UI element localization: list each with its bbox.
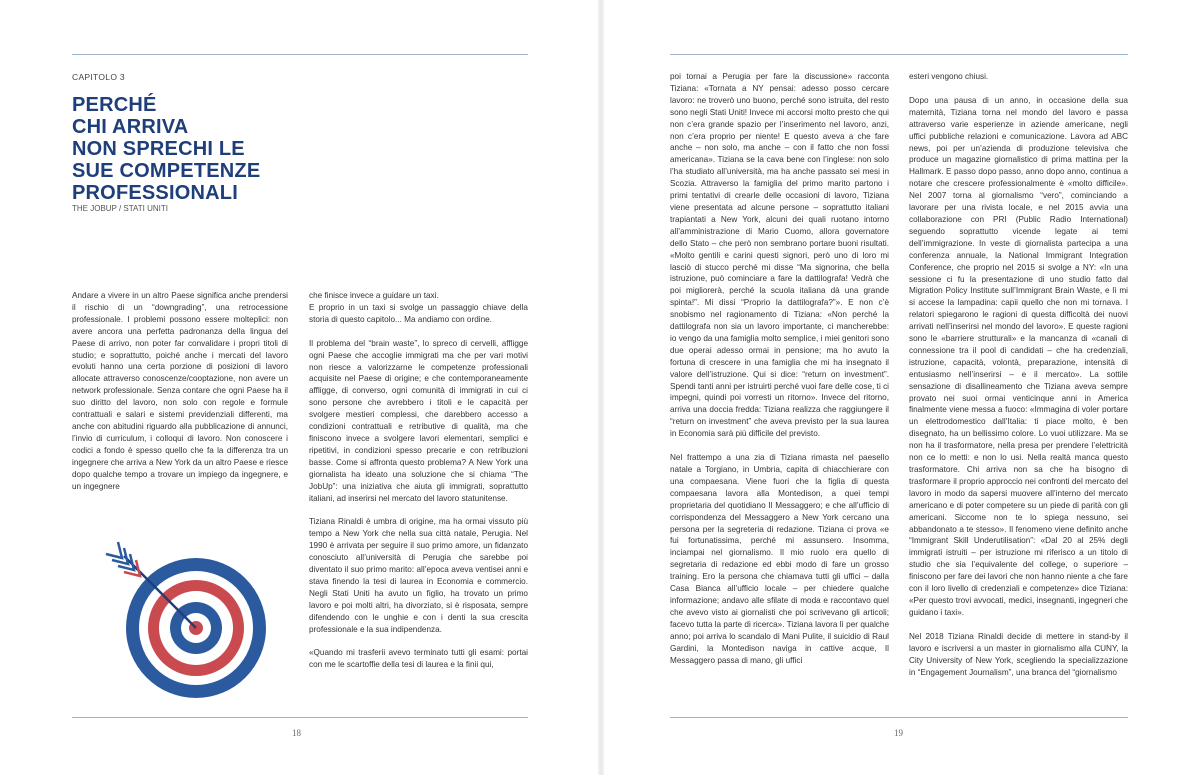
text-column-2 [309, 290, 528, 705]
text-column-1 [72, 290, 288, 504]
chapter-title [72, 94, 302, 204]
paragraph: Il problema del “brain waste”, lo spreco di cervelli, affligge ogni Paese che accoglie immigrati ma che per vari motivi non riesce a valorizzarne le competenze professionali acquisite nel Paese di origine; e che contemporaneamente affligge, di converso, ogni comunità di immigrati in cui ci sono persone che avrebbero i titoli e le capacità per svolgere mestieri complessi, che darebbero accesso a condizioni contrattuali e retributive di qualità, ma che finiscono invece a svolgere lavori elementari, semplici e ripetitivi, in condizioni spesso precarie e con retribuzioni basse. Come si affronta questo problema? A New York una giornalista ha ideato una soluzione che si chiama “The JobUp”: una iniziativa che aiuta gli immigrati, soprattutto italiani, ad inserirsi nel mercato del lavoro statunitense. [309, 338, 528, 503]
paragraph: Dopo una pausa di un anno, in occasione della sua maternità, Tiziana torna nel mondo del lavoro e passa attraverso varie esperienze in aziende americane, negli uffici pubbliche relazioni e comunicazione. Lavora ad ABC news, poi per un’azienda di produzione televisiva che produce un magazine giornalistico di prima mattina per la Hallmark. E passo dopo passo, anno dopo anno, continua a notare che crescere professionalmente è «molto difficile». Nel 2007 torna al giornalismo “vero”, cominciando a lavorare per una rivista locale, e nel 2015 avvia una collaborazione con PRI (Public Radio International) seguendo soprattutto vicende legate ai temi dell’immigrazione. In veste di giornalista partecipa a una conferenza annuale, la National Immigrant Integration Conference, che proprio nel 2015 si svolge a NY: «In una sessione ci fu la presentazione di uno studio fatto dal Migration Policy Institute sull’Immigrant Brain Waste, e lì mi si accese la lampadina: capii quello che non mi tornava. I relatori spiegarono le ragioni di questa difficoltà dei nuovi arrivati nell’inserirsi nel mondo del lavoro». E queste ragioni sono le «barriere strutturali» e la mancanza di «canali di connessione tra il pool di candidati – che ha credenziali, istruzione, capacità, volontà, preparazione, intensità di entusiasmo nell’inserirsi – e il mercato». La sottile sensazione di disallineamento che Tiziana aveva sempre provato nei suoi ormai venticinque anni in America finalmente viene messa a fuoco: «Immagina di voler portare un elettrodomestico dall’Italia: ti piace molto, è ben disegnato, ha un bellissimo colore. Lo vuoi utilizzare. Ma se non ha il trasformatore, nella presa per prendere l’elettricità non ce lo metti: e non lo usi. Nella realtà manca questo trasformatore. Chi arriva non sa che ha bisogno di trasformare il proprio approccio nei confronti del mercato del lavoro in modo da sapersi muovere all’interno del mercato americano e di poter competere su un piede di parità con gli americani. Siccome non te lo spiega nessuno, sei abbandonato a te stesso». Il fenomeno viene definito anche “Immigrant Skill Underutilisation”: «Dal 20 al 25% degli immigrati istruiti – per istruzione mi riferisco a un titolo di studio che sia l’equivalente del college, o superiore – finiscono per fare dei lavori che non hanno niente a che fare con il loro livello di credenziali e competenze» dice Tiziana: «Per questo trovi avvocati, medici, insegnanti, ingegneri che guidano i taxi». [909, 95, 1128, 617]
title-line: NON SPRECHI LE [72, 138, 245, 160]
top-rule-left [72, 54, 528, 55]
chapter-label: CAPITOLO 3 [72, 72, 125, 82]
paragraph: Tiziana Rinaldi è umbra di origine, ma ha ormai vissuto più tempo a New York che nella sua città natale, Perugia. Nel 1990 è arrivata per seguire il suo primo amore, un fidanzato conosciuto all’università di Perugia che sarebbe poi diventato il suo primo marito: all’epoca aveva ventisei anni e stava finendo la tesi di laurea in Economia e commercio. Negli Stati Uniti ha avuto un figlio, ha trovato un primo lavoro e poi molti altri, ha divorziato, si è risposata, sempre difendendo con le unghie e con i denti la sua crescita professionale e la sua indipendenza. [309, 517, 528, 634]
bottom-rule-right [670, 717, 1128, 718]
text-column-4 [909, 71, 1128, 713]
text-column-3 [670, 71, 889, 713]
chapter-subtitle: THE JOBUP / STATI UNITI [72, 204, 169, 213]
paragraph: Nel frattempo a una zia di Tiziana rimasta nel paesello natale a Torgiano, in Umbria, capita di chiacchierare con una compaesana. Viene fuori che la figlia di questa compaesana lavora alla Montedison, a quei tempi proprietaria del quotidiano Il Messaggero; e che all’ufficio di corrispondenza del Messaggero a New York cercano una persona per la segreteria di redazione. Tiziana ci prova «e fui fortunatissima, perché mi assunsero. Insomma, inciampai nel giornalismo. Il mio ruolo era quello di segretaria di redazione ed ebbi modo di fare un grosso training. Ero la persona che chiamava tutti gli uffici – dalla Casa Bianca all’ufficio locale – per chiedere qualche informazione; andavo alle sfilate di moda e raccontavo quel che avevo visto ai giornalisti che poi scrivevano gli articoli; facevo tutta la parte di ricerca». Tiziana lavora lì per qualche anno; poi arriva lo scandalo di Mani Pulite, il suicidio di Raul Gardini, la Montedison naviga in cattive acque, Il Messaggero passa di mano, gli uffici [670, 453, 889, 665]
top-rule-right [670, 54, 1128, 55]
paragraph: Nel 2018 Tiziana Rinaldi decide di mettere in stand-by il lavoro e iscriversi a un master in giornalismo alla CUNY, la City University of New York, scegliendo la specializzazione in “Engagement Journalism”, una branca del “giornalismo [909, 631, 1128, 677]
bottom-rule-left [72, 717, 528, 718]
paragraph: esteri vengono chiusi. [909, 72, 989, 81]
paragraph: poi tornai a Perugia per fare la discussione» racconta Tiziana: «Tornata a NY pensai: adesso posso cercare lavoro: ne troverò uno buono, perché sono istruita, del resto sono negli Stati Uniti! Invece mi accorsi molto presto che qui non c’era grande spazio per l’inserimento nel lavoro, anzi, non c’era proprio per niente! E questo aveva a che fare anche – non solo, ma anche – con il fatto che non fossi americana». Tiziana se la cava bene con l’inglese: non solo l’ha studiato all’università, ma ha anche passato sei mesi in Scozia. Attraverso la famiglia del primo marito partono i primi tentativi di crearle delle occasioni di lavoro, Tiziana viene presentata ad alcune persone – soprattutto italiani trapiantati a New York, alcuni dei quali ruotano intorno all’amministrazione di Mario Cuomo, allora governatore dello Stato – che però non sembrano portare buoni risultati. «Molto gentili e carini questi signori, però uno di loro mi lasciò di stucco perché mi disse “Ma signorina, che bella istruzione, può cominciare a fare la dattilografa! Vedrà che poi migliorerà, perché la scuola italiana dà una grande spinta!”. Mi dissi “Proprio la dattilografa?”». E non c’è snobismo nel ragionamento di Tiziana: «Non perché la dattilografa non sia un lavoro importante, ci mancherebbe: io vengo da una famiglia molto semplice, i miei genitori sono due operai adesso ormai in pensione; ma ho avuto la fortuna di crescere in una famiglia che mi ha insegnato il valore dell’istruzione. Qui si dice: “return on investment”. Spendi tanti anni per istruirti perché vuoi fare delle cose, ti ci impegni, quindi poi vorresti un ritorno». Invece del ritorno, arriva una doccia fredda: Tiziana realizza che raggiungere il “return on investment” che aveva previsto per la sua laurea in Economia sarà più difficile del previsto. [670, 72, 889, 439]
title-line: PROFESSIONALI [72, 182, 238, 204]
target-icon [84, 514, 284, 704]
page-number-left: 18 [292, 728, 301, 738]
paragraph: «Quando mi trasferii avevo terminato tutti gli esami: portai con me le scartoffie della tesi di laurea e la finii qui, [309, 648, 528, 670]
page-number-right: 19 [894, 728, 903, 738]
page-gutter [598, 0, 604, 775]
title-line: CHI ARRIVA [72, 116, 189, 138]
paragraph: che finisce invece a guidare un taxi. E proprio in un taxi si svolge un passaggio chiave della storia di questo capitolo... Ma andiamo con ordine. [309, 291, 528, 324]
title-line: PERCHÉ [72, 94, 157, 116]
title-line: SUE COMPETENZE [72, 160, 261, 182]
paragraph: Andare a vivere in un altro Paese significa anche prendersi il rischio di un “downgrading”, una retrocessione professionale. I problemi possono essere molteplici: non avere ancora una perfetta padronanza della lingua del Paese di arrivo, non poter far convalidare i propri titoli di studio; e soprattutto, poiché anche i mercati del lavoro evoluti hanno una certa porzione di posizioni di lavoro allocate attraverso conoscenze/cooptazione, non avere un network professionale. Senza contare che ogni Paese ha il suo diritto del lavoro, non solo con regole e formule contrattuali e salari e sistemi previdenziali differenti, ma anche con abitudini riguardo alla pubblicazione di annunci, l’invio di curriculum, i colloqui di lavoro. Non conoscere i codici a fondo è spesso quello che fa la differenza tra un ingegnere che arriva a New York da un altro Paese e riesce dopo qualche tempo a trovare un impiego da ingegnere, e un ingegnere [72, 291, 288, 491]
